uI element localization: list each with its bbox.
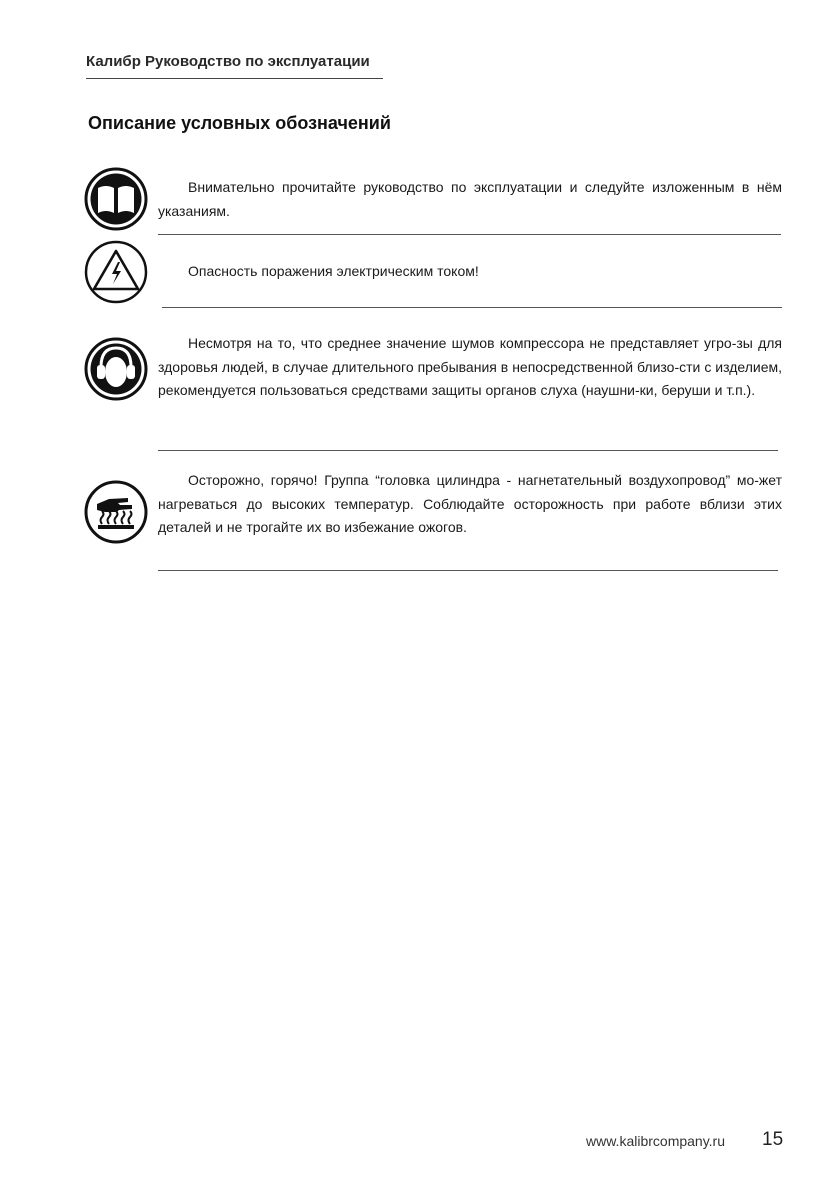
symbol-text-hot-surface: Осторожно, горячо! Группа “головка цилиндра - нагнетательный воздухопровод” мо-жет нагреваться до высоких температур. Соблюдайте осторожность при работе вблизи этих деталей и не трогайте их во избежание ожогов.: [158, 472, 782, 535]
section-title: Описание условных обозначений: [88, 113, 391, 133]
divider: [162, 307, 782, 308]
symbol-description: [158, 469, 782, 540]
electric-shock-warning-icon: [84, 240, 148, 304]
page-number: 15: [762, 1129, 784, 1150]
divider: [158, 570, 778, 571]
footer-website: www.kalibrcompany.ru: [586, 1133, 726, 1149]
symbol-text-electric-shock: Опасность поражения электрическим током!: [188, 263, 479, 279]
divider: [158, 234, 781, 235]
hearing-protection-icon: [84, 337, 148, 401]
divider: [158, 450, 778, 451]
symbol-text-hearing-protection: Несмотря на то, что среднее значение шумов компрессора не представляет угро-зы для здоровья людей, в случае длительного пребывания в непосредственной близо-сти с изделием, рекомендуется пользоваться средствами защиты органов слуха (наушни-ки, беруши и т.п.).: [158, 335, 782, 398]
hot-surface-icon: [84, 480, 148, 544]
running-header: Калибр Руководство по эксплуатации: [86, 53, 383, 79]
read-manual-icon: [84, 167, 148, 231]
symbol-description: [158, 260, 782, 284]
symbol-description: [158, 176, 782, 223]
symbol-text-read-manual: Внимательно прочитайте руководство по эксплуатации и следуйте изложенным в нём указаниям.: [158, 179, 782, 219]
symbol-description: [158, 332, 782, 403]
